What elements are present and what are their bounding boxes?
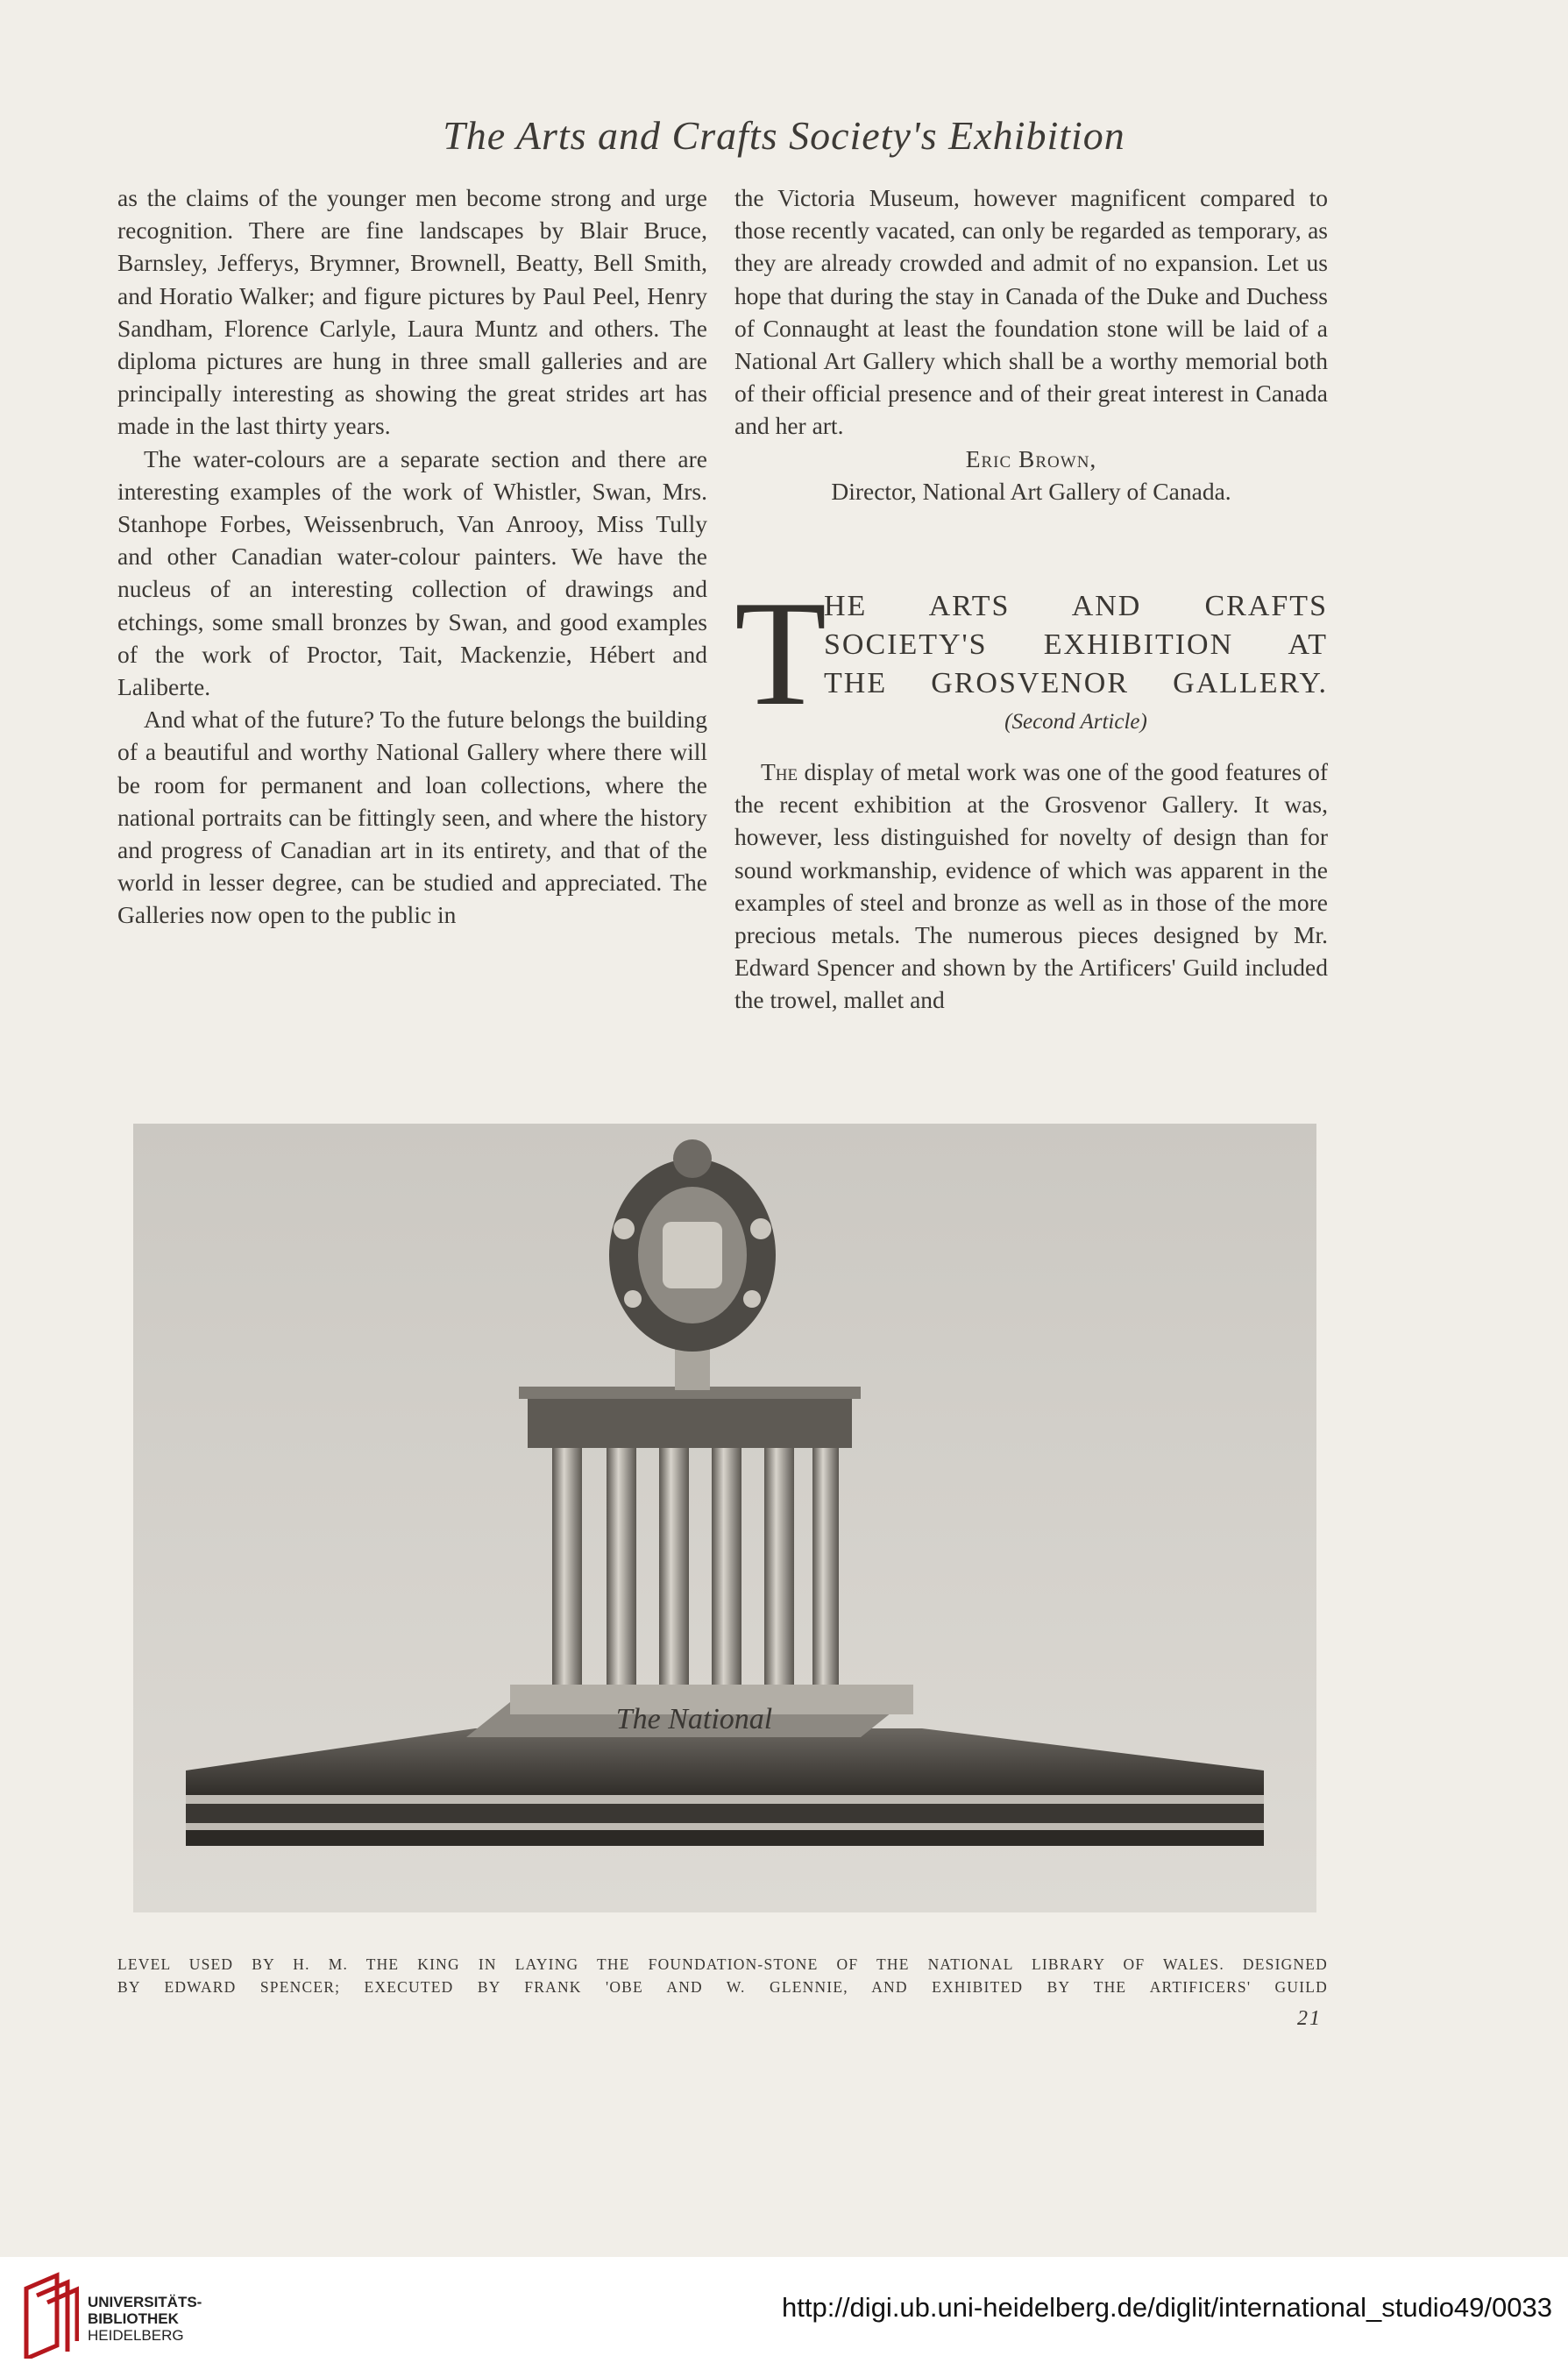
library-name	[88, 2294, 202, 2344]
article-heading	[734, 571, 1328, 742]
heading-line-1: HE ARTS AND CRAFTS	[824, 590, 1328, 622]
right-column-top	[734, 181, 1328, 507]
heading-line-2: SOCIETY'S EXHIBITION AT	[824, 628, 1328, 661]
library-name-line-3: HEIDELBERG	[88, 2327, 184, 2344]
heading-line-3: THE GROSVENOR GALLERY.	[824, 667, 1328, 699]
article-lead-word: The	[761, 758, 798, 785]
library-name-line-2: BIBLIOTHEK	[88, 2310, 179, 2327]
drop-cap: T	[734, 571, 827, 737]
heading-subtitle: (Second Article)	[1004, 710, 1147, 734]
right-paragraph-1: the Victoria Museum, however magnificent compared to those recently vacated, can only be regarded as temporary, as they are already crowded and admit of no expansion. Let us hope that during the stay in Canada of the Duke and Duchess of Connaught at least the foundation stone will be laid of a National Art Gallery which shall be a worthy memorial both of their official presence and of their great interest in Canada and her art.	[734, 184, 1328, 440]
digitization-footer	[0, 2257, 1568, 2370]
right-column-bottom	[734, 756, 1328, 1017]
level-inscription: The National	[615, 1703, 773, 1735]
caption-line-1: LEVEL USED BY H. M. THE KING IN LAYING THE FOUNDATION-STONE OF THE NATIONAL LIBRARY OF WALES. DESIGNED	[117, 1955, 1328, 1973]
photo-caption	[117, 1953, 1328, 1998]
left-column	[117, 181, 707, 932]
left-paragraph-1: as the claims of the younger men become strong and urge recognition. There are fine landscapes by Blair Bruce, Barnsley, Jefferys, Brymner, Brownell, Beatty, Bell Smith, and Horatio Walker; and figure pictures by Paul Peel, Henry Sandham, Florence Carlyle, Laura Muntz and others. The diploma pictures are hung in three small galleries and are principally interesting as showing the great strides art has made in the last thirty years.	[117, 184, 707, 440]
left-paragraph-3: And what of the future? To the future belongs the building of a beautiful and worthy National Gallery where there will be room for permanent and loan collections, where the national portraits can be fittingly seen, and where the history and progress of Canadian art in its entirety, and that of the world in lesser degree, can be studied and appreciated. The Galleries now open to the public in	[117, 706, 707, 929]
source-url-link[interactable]: http://digi.ub.uni-heidelberg.de/diglit/international_studio49/0033	[782, 2292, 1552, 2323]
left-paragraph-2: The water-colours are a separate section and there are interesting examples of the work of Whistler, Swan, Mrs. Stanhope Forbes, Weissenbruch, Van Anrooy, Miss Tully and other Canadian water-colour painters. We have the nucleus of an interesting collection of drawings and etchings, some small bronzes by Swan, and good examples of the work of Proctor, Tait, Mackenzie, Hébert and Laliberte.	[117, 444, 707, 701]
article-text: display of metal work was one of the good features of the recent exhibition at the Grosvenor Gallery. It was, however, less distinguished for novelty of design than for sound workmanship, evidence of which was apparent in the examples of steel and bronze as well as in those of the more precious metals. The numerous pieces designed by Mr. Edward Spencer and shown by the Artificers' Guild included the trowel, mallet and	[734, 758, 1329, 1014]
library-logo-icon	[18, 2271, 79, 2359]
logo-strokes	[26, 2275, 77, 2359]
running-title: The Arts and Crafts Society's Exhibition	[443, 113, 1125, 158]
photograph-level	[133, 1124, 1316, 1912]
page-number: 21	[1297, 2007, 1322, 2030]
article-paragraph-1	[734, 756, 1328, 1017]
signature-title: Director, National Art Gallery of Canada.	[831, 477, 1231, 505]
signature: Eric Brown,	[965, 444, 1097, 472]
caption-line-2: BY EDWARD SPENCER; EXECUTED BY FRANK 'OBE AND W. GLENNIE, AND EXHIBITED BY THE ARTIFICERS' GUILD	[117, 1978, 1328, 1996]
library-name-line-1: UNIVERSITÄTS-	[88, 2294, 202, 2310]
level-illustration	[133, 1124, 1316, 1912]
